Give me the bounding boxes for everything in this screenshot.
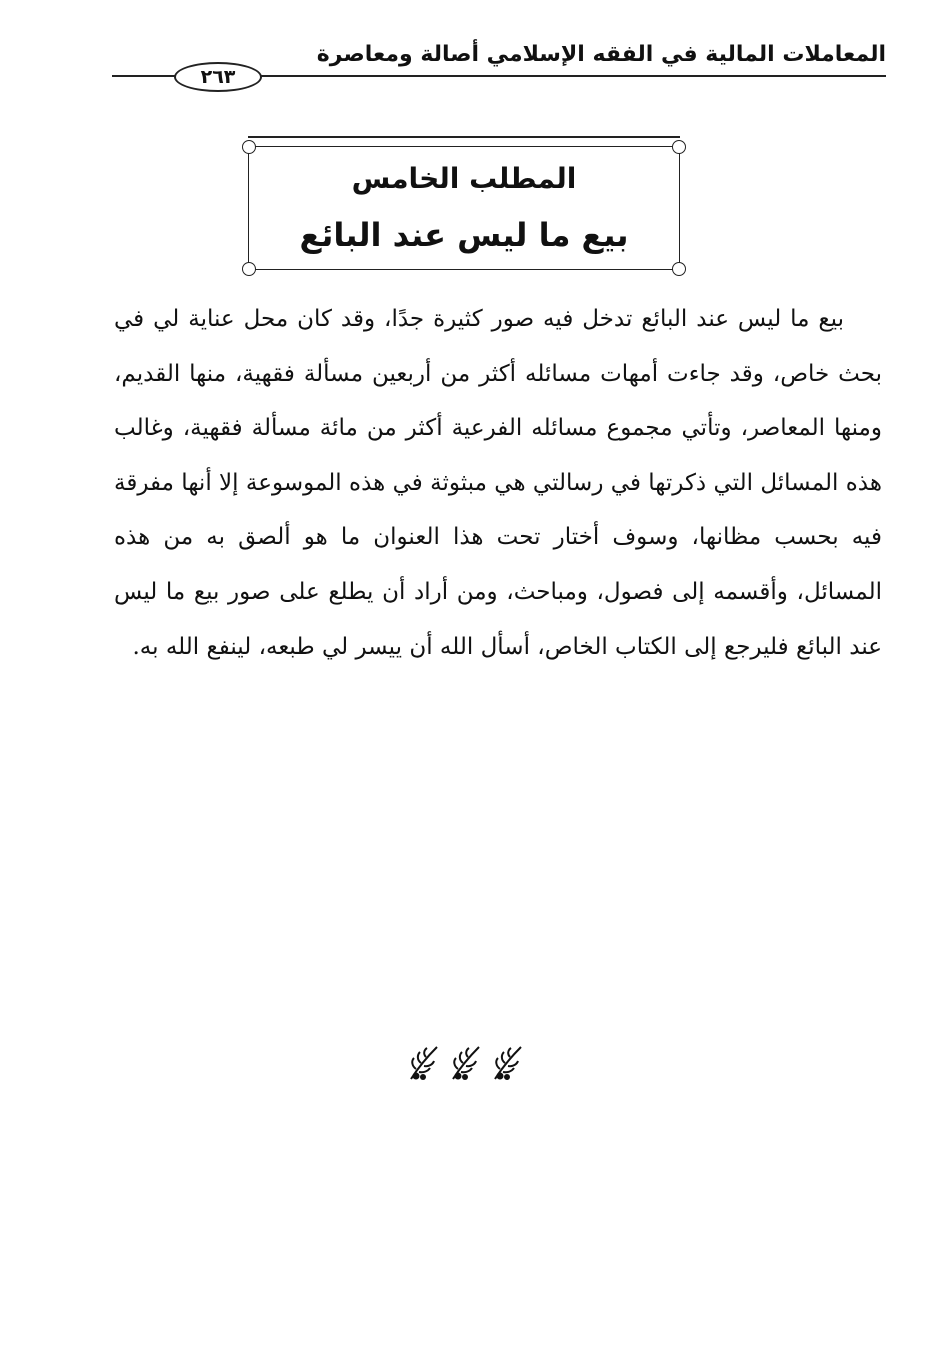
frame-corner-ornament [672, 262, 686, 276]
section-title: بيع ما ليس عند البائع [299, 216, 629, 254]
body-paragraph: بيع ما ليس عند البائع تدخل فيه صور كثيرة جدًا، وقد كان محل عناية لي في بحث خاص، وقد جاءت أمهات مسائله أكثر من أربعين مسألة فقهية، منها القديم، ومنها المعاصر، وتأتي مجموع مسائله الفرعية أكثر من مائة مسألة فقهية، وغالب هذه المسائل التي ذكرتها في رسالتي هي مبثوثة في هذه الموسوعة إلا أنها مفرقة فيه بحسب مظانها، وسوف أختار تحت هذا العنوان ما هو ألصق به من هذه المسائل، وأقسمه إلى فصول، ومباحث، ومن أراد أن يطلع على صور بيع ما ليس عند البائع فليرجع إلى الكتاب الخاص، أسأل الله أن ييسر لي طبعه، لينفع الله به. [114, 306, 882, 660]
page-header [112, 34, 886, 100]
floral-vignette-icon [492, 1044, 524, 1082]
page-number: ٢٦٣ [174, 62, 262, 92]
body-text [114, 292, 882, 674]
frame-corner-ornament [242, 262, 256, 276]
floral-vignette-icon [450, 1044, 482, 1082]
frame-corner-ornament [672, 140, 686, 154]
heading-top-rule [248, 136, 680, 138]
running-title: المعاملات المالية في الفقه الإسلامي أصالة ومعاصرة [316, 42, 886, 67]
frame-corner-ornament [242, 140, 256, 154]
closing-ornament [408, 1044, 524, 1082]
floral-vignette-icon [408, 1044, 440, 1082]
section-heading-box [248, 136, 680, 270]
section-label: المطلب الخامس [351, 162, 577, 195]
